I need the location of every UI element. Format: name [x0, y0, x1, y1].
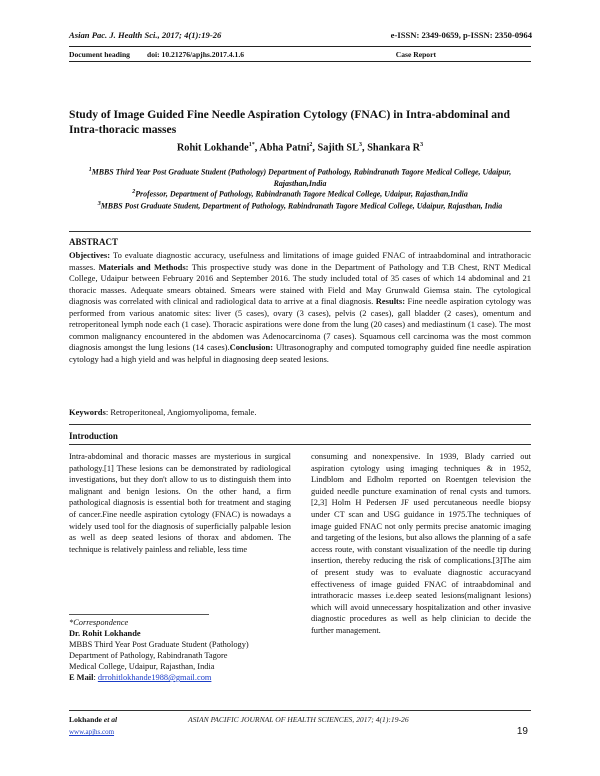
footnote-divider — [69, 614, 209, 615]
author-list: Rohit Lokhande$^{1*}$, Abha Patni$^2$, Sajith $SL^3$, Shankara $R^3$ — [176, 142, 424, 154]
author-affil-mark: 3 — [359, 142, 363, 148]
footer-journal: ASIAN PACIFIC JOURNAL OF HEALTH SCIENCES, 2017; 4(1):19-26 — [188, 715, 409, 724]
affiliation-text: Professor, Department of Pathology, Rabindranath Tagore Medical College, Udaipur, Rajasthan,India — [135, 189, 468, 199]
abstract-heading: ABSTRACT — [69, 237, 119, 247]
footer-divider — [69, 710, 531, 711]
affiliation — [80, 187, 520, 200]
footer-etal: et al — [103, 715, 118, 724]
affiliation-text: MBBS Third Year Post Graduate Student (Pathology) Department of Pathology, Rabindranath Tagore Medical College, Udaipur, Rajasthan,India — [91, 167, 512, 188]
keywords — [69, 407, 256, 417]
correspondence-line: MBBS Third Year Post Graduate Student (Pathology) — [69, 640, 249, 649]
article-type: Case Report — [395, 50, 436, 59]
article-title: Study of Image Guided Fine Needle Aspiration Cytology (FNAC) in Intra-abdominal and Intra-thoracic masses — [69, 108, 510, 136]
conclusion-text: Ultrasonography and computed tomography guided fine needle aspiration cytology had a high yield and was helpful in diagnosing deep seated lesions. — [69, 342, 531, 364]
affiliation — [80, 199, 520, 212]
email-link[interactable]: drrohitlokhande1988@gmail.com — [97, 673, 212, 682]
keywords-divider — [69, 424, 531, 425]
methods-label: Materials and Methods: — [98, 261, 189, 272]
header-divider — [69, 46, 531, 47]
objectives-text: To evaluate diagnostic accuracy, usefulness and limitations of image guided FNAC of intraabdominal and intrathoracic masses. — [69, 250, 531, 272]
footer-url-link[interactable]: www.apjhs.com — [69, 728, 115, 736]
author-name: Sajith SL — [317, 142, 360, 154]
correspondence-line: Medical College, Udaipur, Rajasthan, India — [69, 662, 215, 671]
document-heading-label: Document heading — [69, 50, 130, 59]
author-name: Shankara R — [367, 142, 421, 154]
page-number: 19 — [516, 726, 528, 737]
author-affil-mark: 1* — [248, 142, 255, 148]
correspondence-label: *Correspondence — [69, 618, 129, 627]
footer-author — [69, 715, 117, 724]
keywords-label: Keywords — [69, 407, 106, 417]
email-label: E Mail — [69, 673, 94, 682]
results-text: Fine needle aspiration cytology was performed from various anatomic sites: liver (5 cases), ovary (3 cases), pelvis (2 cases), gall bladder (2 cases), omentum and retroperitoneal lymph node each (1 case). Thoracic aspirations were done from the lung (20 cases) and mediastinum (1 case). The most common malignancy encountered in the abdomen was Adenocarcinoma (7 cases). Squamous cell carcinoma was the most common diagnosis amongst the lung lesions (14 cases). — [69, 296, 531, 352]
footer-author-name: Lokhande — [69, 715, 102, 724]
doi[interactable]: doi: 10.21276/apjhs.2017.4.1.6 — [147, 50, 245, 59]
subheader-divider — [69, 61, 531, 62]
affiliation — [80, 165, 520, 189]
objectives-label: Objectives: — [69, 250, 111, 260]
affiliation-mark: 1 — [88, 167, 92, 173]
author-name: Rohit Lokhande — [176, 142, 249, 154]
document-subheader — [69, 50, 531, 59]
introduction-right-column: consuming and nonexpensive. In 1939, Blady carried out aspiration cytology using imaging techniques & in 1952, Lindblom and Edholm reported on Roentgen television the guided needle puncture examination of renal cysts and tumors.[2,3] Holm H Pedersen JF used percutaneous needle biopsy under CT scan and USG guidance in 1975.The techniques of image guided FNAC not only permits precise anatomic imaging and targeting of the lesions, but also allows the planning of a safe access route, with constant visualization of the needle tip during insertion, thereby reducing the risk of complications.[3]The aim of present study was to evaluate diagnostic accuracyand effectiveness of image guided FNAC of intraabdominal and intrathoracic masses i.e.deep seated lesions(malignant lesions) which will avoid unnecessary hospitalization and other invasive diagnostic procedures as well as help clinician to decide the further management. — [311, 452, 531, 635]
affiliation-mark: 2 — [132, 189, 136, 195]
author-affil-mark: 2 — [309, 142, 313, 148]
abstract-top-divider — [69, 231, 531, 232]
methods-text: This prospective study was done in the Department of Pathology and T.B Chest, RNT Medical College, Udaipur between February 2016 and September 2016. The study included total of 35 cases of which 14 abdominal and 21 thoracic masses. Adequate smears obtained. Smears were stained with Field and May Grunwald Giemsa stain. The cytological diagnosis was correlated with clinical and radiological data to arrive at a final diagnosis. — [69, 261, 531, 306]
introduction-divider — [69, 444, 531, 445]
introduction-left-column: Intra-abdominal and thoracic masses are mysterious in surgical pathology.[1] These lesions can be demonstrated by radiological investigations, but they don't allow to us to distinguish them into malignant and benign lesions. On the other hand, a firm pathological diagnosis is essential both for treatment and staging of cancer.Fine needle aspiration cytology (FNAC) is nowadays a widely used tool for the diagnosis of superficially palpable lesion as well as deep seated lesions of thorax and abdomen. The technique is relatively painless and reliable, less time — [69, 452, 291, 554]
correspondence-name: Dr. Rohit Lokhande — [69, 629, 141, 638]
journal-citation: Asian Pac. J. Health Sci., 2017; 4(1):19-26 — [69, 30, 222, 40]
results-label: Results: — [375, 296, 406, 306]
keywords-text: : Retroperitoneal, Angiomyolipoma, female. — [105, 407, 257, 417]
affiliation-text: MBBS Post Graduate Student, Department of Pathology, Rabindranath Tagore Medical College, Udaipur, Rajasthan, India — [100, 201, 503, 211]
issn-line: e-ISSN: 2349-0659, p-ISSN: 2350-0964 — [390, 30, 532, 40]
correspondence-line: Department of Pathology, Rabindranath Tagore — [69, 651, 228, 660]
correspondence-block: *Correspondence Dr. Rohit Lokhande MBBS Third Year Post Graduate Student (Pathology) Department of Pathology, Rabindranath Tagore Medical College, Udaipur, Rajasthan, India E Mail: drrohitlokhande1988@gmail.com — [69, 617, 299, 683]
author-affil-mark: 3 — [420, 142, 424, 148]
conclusion-label: Conclusion: — [229, 342, 274, 352]
abstract-body — [69, 250, 531, 365]
affiliation-mark: 3 — [97, 201, 101, 207]
introduction-heading: Introduction — [69, 431, 118, 441]
author-name: Abha Patni — [259, 142, 310, 154]
